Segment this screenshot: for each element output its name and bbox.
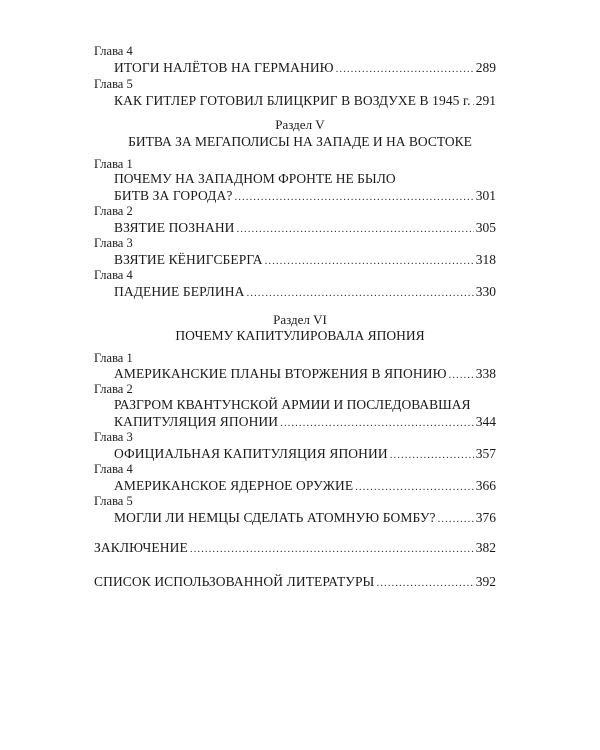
toc-entry-conclusion[interactable] [94, 540, 496, 557]
section-label: Раздел V [275, 117, 325, 132]
page-number: 366 [475, 478, 496, 493]
chapter-label: Глава 2 [94, 382, 133, 396]
entry-title: АМЕРИКАНСКИЕ ПЛАНЫ ВТОРЖЕНИЯ В ЯПОНИЮ [114, 366, 447, 381]
chapter-label: Глава 4 [94, 462, 133, 476]
dot-leader [449, 367, 474, 383]
page-number: 392 [475, 574, 496, 589]
toc-entry-bibliography[interactable] [94, 574, 496, 591]
page-number: 376 [475, 510, 496, 525]
entry-title-line1: РАЗГРОМ КВАНТУНСКОЙ АРМИИ И ПОСЛЕДОВАВШАЯ [114, 397, 471, 412]
dot-leader [355, 479, 474, 495]
entry-title: КАК ГИТЛЕР ГОТОВИЛ БЛИЦКРИГ В ВОЗДУХЕ В 1945 г. [114, 93, 471, 108]
entry-title: БИТВ ЗА ГОРОДА? [114, 188, 233, 203]
page-number: 318 [475, 252, 496, 267]
toc-entry[interactable] [114, 414, 496, 431]
entry-title: ВЗЯТИЕ КЁНИГСБЕРГА [114, 252, 263, 267]
page-number: 382 [475, 540, 496, 555]
toc-entry[interactable] [114, 60, 496, 77]
entry-title: ИТОГИ НАЛЁТОВ НА ГЕРМАНИЮ [114, 60, 334, 75]
toc-entry[interactable] [114, 366, 496, 383]
entry-title: МОГЛИ ЛИ НЕМЦЫ СДЕЛАТЬ АТОМНУЮ БОМБУ? [114, 510, 436, 525]
dot-leader [265, 253, 474, 269]
section-title: БИТВА ЗА МЕГАПОЛИСЫ НА ЗАПАДЕ И НА ВОСТОКЕ [128, 134, 472, 149]
page-number: 338 [475, 366, 496, 381]
chapter-label: Глава 1 [94, 351, 133, 365]
entry-title: ВЗЯТИЕ ПОЗНАНИ [114, 220, 235, 235]
toc-entry[interactable] [114, 284, 496, 301]
toc-entry[interactable] [114, 188, 496, 205]
chapter-label: Глава 3 [94, 430, 133, 444]
toc-entry[interactable] [114, 220, 496, 237]
chapter-label: Глава 5 [94, 494, 133, 508]
dot-leader [336, 61, 474, 77]
entry-title: СПИСОК ИСПОЛЬЗОВАННОЙ ЛИТЕРАТУРЫ [94, 574, 375, 589]
page-number: 305 [475, 220, 496, 235]
dot-leader [190, 541, 474, 557]
dot-leader [246, 285, 473, 301]
dot-leader [280, 415, 474, 431]
chapter-label: Глава 1 [94, 157, 133, 171]
section-title: ПОЧЕМУ КАПИТУЛИРОВАЛА ЯПОНИЯ [175, 328, 425, 343]
dot-leader [390, 447, 474, 463]
entry-title: ОФИЦИАЛЬНАЯ КАПИТУЛЯЦИЯ ЯПОНИИ [114, 446, 388, 461]
dot-leader [473, 94, 474, 110]
page-number: 291 [475, 93, 496, 108]
page-number: 357 [475, 446, 496, 461]
chapter-label: Глава 4 [94, 268, 133, 282]
dot-leader [438, 511, 474, 527]
entry-title: КАПИТУЛЯЦИЯ ЯПОНИИ [114, 414, 279, 429]
page-number: 344 [475, 414, 496, 429]
entry-title-line1: ПОЧЕМУ НА ЗАПАДНОМ ФРОНТЕ НЕ БЫЛО [114, 171, 396, 186]
dot-leader [237, 221, 474, 237]
chapter-label: Глава 4 [94, 44, 133, 58]
toc-entry[interactable] [114, 478, 496, 495]
page-number: 301 [475, 188, 496, 203]
chapter-label: Глава 3 [94, 236, 133, 250]
toc-entry[interactable] [114, 510, 496, 527]
toc-entry[interactable] [114, 93, 496, 110]
entry-title: АМЕРИКАНСКОЕ ЯДЕРНОЕ ОРУЖИЕ [114, 478, 354, 493]
entry-title: ПАДЕНИЕ БЕРЛИНА [114, 284, 245, 299]
chapter-label: Глава 2 [94, 204, 133, 218]
toc-entry[interactable] [114, 446, 496, 463]
page-number: 289 [475, 60, 496, 75]
section-label: Раздел VI [273, 312, 327, 327]
dot-leader [376, 575, 473, 591]
dot-leader [234, 189, 473, 205]
chapter-label: Глава 5 [94, 77, 133, 91]
toc-entry[interactable] [114, 252, 496, 269]
entry-title: ЗАКЛЮЧЕНИЕ [94, 540, 188, 555]
page-number: 330 [475, 284, 496, 299]
